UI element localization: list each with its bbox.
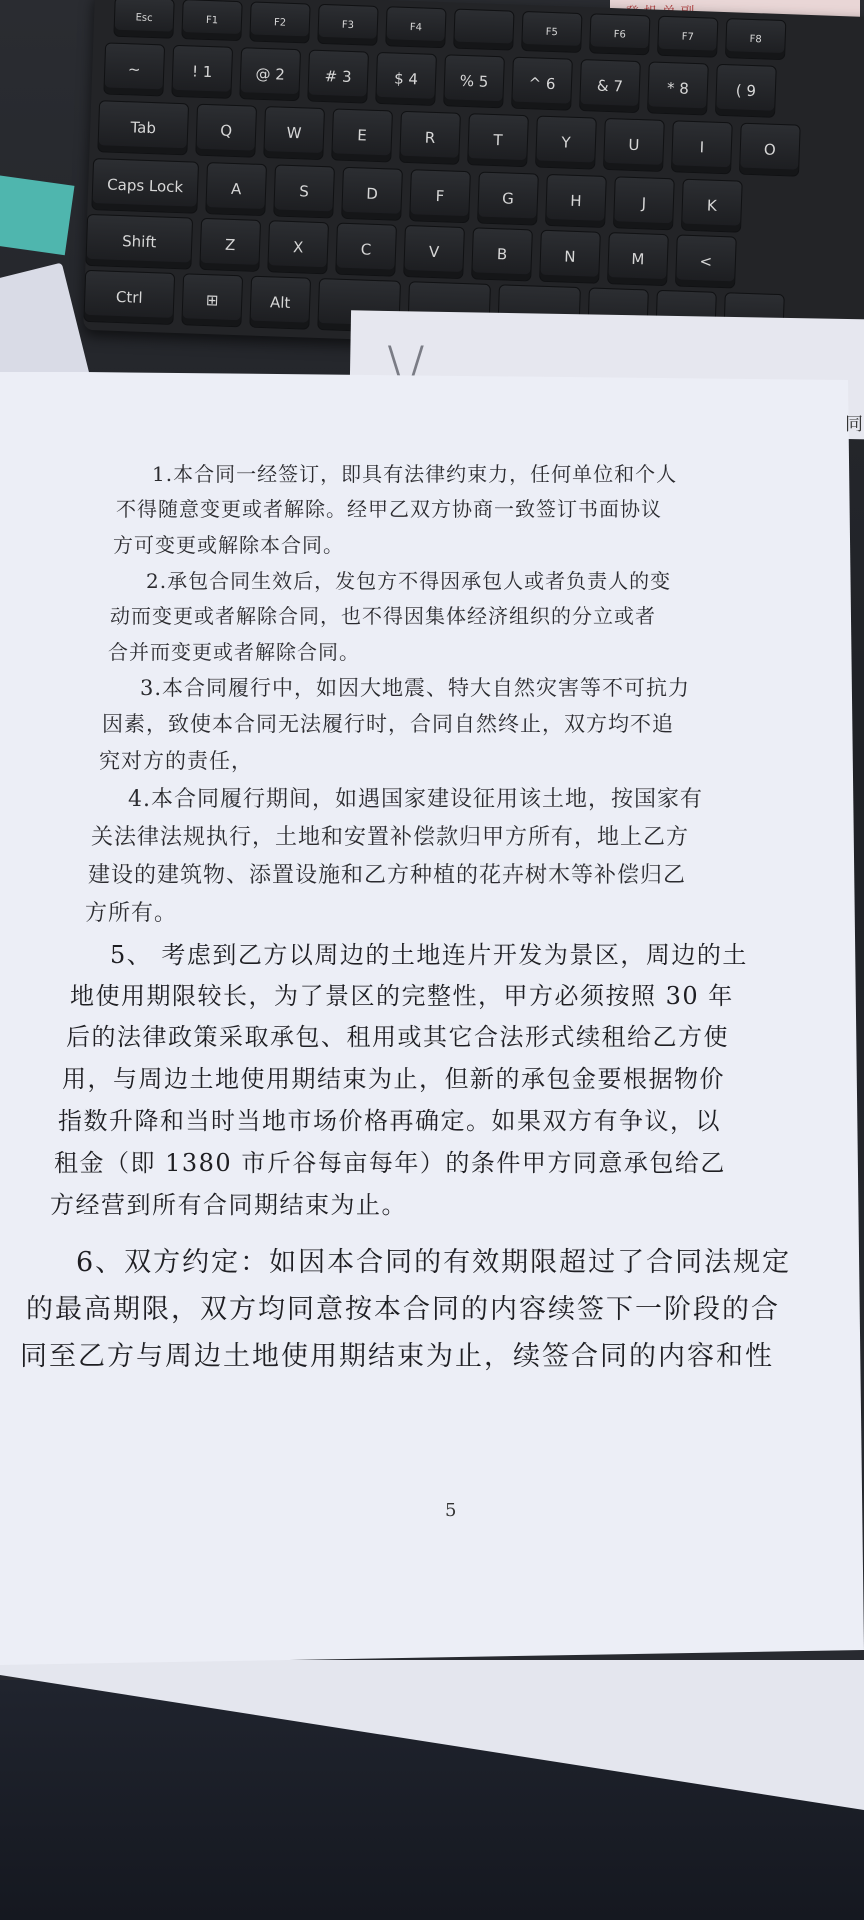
- key: Shift: [85, 214, 193, 270]
- key: N: [539, 230, 601, 284]
- key: ^ 6: [511, 57, 573, 111]
- text-line: 用，与周边土地使用期结束为止，但新的承包金要根据物价: [62, 1065, 725, 1093]
- key: Caps Lock: [91, 158, 199, 214]
- key: & 7: [579, 59, 641, 113]
- text-line: 3.本合同履行中，如因大地震、特大自然灾害等不可抗力: [140, 676, 691, 700]
- key: $ 4: [375, 52, 437, 106]
- key: F3: [317, 4, 378, 46]
- key: G: [477, 172, 539, 226]
- key: @ 2: [239, 47, 301, 101]
- key: D: [341, 167, 403, 221]
- key: ! 1: [171, 45, 233, 99]
- key: * 8: [647, 61, 709, 115]
- key: F2: [249, 1, 310, 43]
- text-line: 的最高期限，双方均同意按本合同的内容续签下一阶段的合: [26, 1294, 780, 1325]
- text-line: 5、 考虑到乙方以周边的土地连片开发为景区，周边的土: [110, 941, 748, 969]
- key: E: [331, 108, 393, 162]
- edge-text: 同: [845, 414, 863, 435]
- key: Alt: [249, 276, 311, 330]
- key: B: [471, 227, 533, 281]
- key: F6: [589, 13, 650, 55]
- text-line: 地使用期限较长，为了景区的完整性，甲方必须按照 30 年: [70, 982, 734, 1010]
- text-line: 同至乙方与周边土地使用期结束为止，续签合同的内容和性: [20, 1341, 774, 1372]
- text-line: 方可变更或解除本合同。: [113, 533, 344, 557]
- text-line: 租金（即 1380 市斤谷每亩每年）的条件甲方同意承包给乙: [54, 1149, 726, 1177]
- key: ~: [103, 42, 165, 96]
- key: U: [603, 118, 665, 172]
- key: ( 9: [715, 64, 777, 118]
- key: O: [739, 123, 801, 177]
- key: S: [273, 164, 335, 218]
- sticky-note: [0, 175, 74, 255]
- key: [453, 9, 514, 51]
- keyboard: [83, 0, 864, 358]
- key: T: [467, 113, 529, 167]
- key: F5: [521, 11, 582, 53]
- text-line: 方经营到所有合同期结束为止。: [50, 1191, 407, 1219]
- text-line: 不得随意变更或者解除。经甲乙双方协商一致签订书面协议: [116, 497, 662, 521]
- key: A: [205, 162, 267, 216]
- key: K: [681, 179, 743, 233]
- text-line: 指数升降和当时当地市场价格再确定。如果双方有争议，以: [58, 1107, 721, 1135]
- text-line: 究对方的责任，: [99, 749, 253, 773]
- key: R: [399, 111, 461, 165]
- text-line: 后的法律政策采取承包、租用或其它合法形式续租给乙方使: [66, 1023, 729, 1051]
- key: Ctrl: [83, 270, 175, 325]
- key: # 3: [307, 50, 369, 104]
- key: F: [409, 169, 471, 223]
- text-line: 关法律法规执行，土地和安置补偿款归甲方所有，地上乙方: [91, 825, 690, 850]
- key: J: [613, 176, 675, 230]
- back-sheet-mark: \ /: [388, 340, 424, 381]
- text-line: 4.本合同履行期间，如遇国家建设征用该土地，按国家有: [128, 787, 703, 812]
- text-line: 6、双方约定：如因本合同的有效期限超过了合同法规定: [76, 1247, 792, 1278]
- key: X: [267, 220, 329, 274]
- key: I: [671, 120, 733, 174]
- key: <: [675, 234, 737, 288]
- text-line: 合并而变更或者解除合同。: [108, 640, 360, 664]
- key: Esc: [113, 0, 174, 39]
- key: H: [545, 174, 607, 228]
- key: % 5: [443, 54, 505, 108]
- key: F4: [385, 6, 446, 48]
- text-line: 因素，致使本合同无法履行时，合同自然终止，双方均不追: [102, 712, 674, 736]
- key: V: [403, 225, 465, 279]
- key: Z: [199, 218, 261, 272]
- text-line: 方所有。: [85, 901, 178, 926]
- text-line: 1.本合同一经签订，即具有法律约束力，任何单位和个人: [152, 462, 678, 486]
- key: C: [335, 223, 397, 277]
- key: F8: [725, 18, 786, 60]
- key: W: [263, 106, 325, 160]
- text-line: 2.承包合同生效后，发包方不得因承包人或者负责人的变: [146, 569, 672, 593]
- key: Tab: [97, 100, 189, 155]
- key: Y: [535, 115, 597, 169]
- page-number: 5: [445, 1500, 457, 1521]
- key: Q: [195, 104, 257, 158]
- key: M: [607, 232, 669, 286]
- text-line: 动而变更或者解除合同，也不得因集体经济组织的分立或者: [110, 604, 656, 628]
- text-line: 建设的建筑物、添置设施和乙方种植的花卉树木等补偿归乙: [88, 863, 687, 888]
- windows-icon: ⊞: [181, 273, 243, 327]
- key: F1: [181, 0, 242, 41]
- key: F7: [657, 16, 718, 58]
